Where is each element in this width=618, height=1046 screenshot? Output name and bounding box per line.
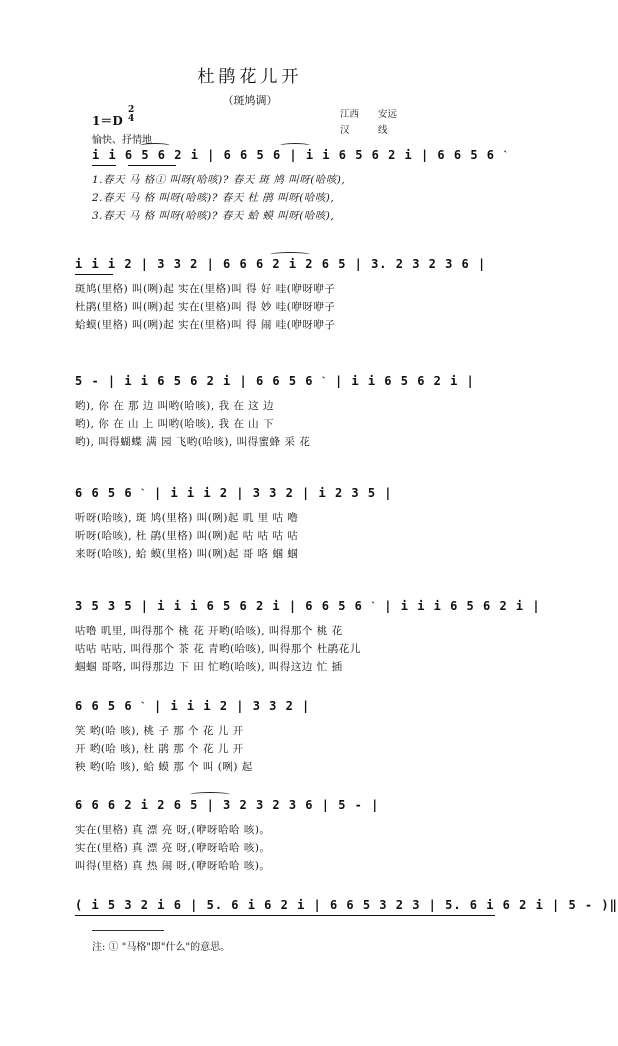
footnote-divider [92, 930, 164, 931]
lyric-line-4-2: 听呀(哈咳), 杜 鹃(里格) 叫(咧)起 咕 咕 咕 咕 [75, 530, 299, 542]
lyric-line-6-1: 笑 哟(哈 咳), 桃 子 那 个 花 儿 开 [75, 725, 244, 737]
lyric-line-2-2: 杜鹃(里格) 叫(咧)起 实在(里格)叫 得 妙 哇(咿呀咿子 [75, 301, 336, 313]
credit-region: 江西 [340, 109, 360, 120]
lyric-line-3-3: 哟), 叫得蝴蝶 满 园 飞哟(哈咳), 叫得蜜蜂 采 花 [75, 436, 311, 448]
lyric-line-1-2: 2.春天 马 格 叫呀(哈咳)? 春天 杜 鹃 叫呀(哈咳), [92, 192, 335, 204]
notation-line-8: ( i 5 3 2 i 6 | 5. 6 i 6 2 i | 6 6 5 3 2 3 | 5. 6 i 6 2 i | 5 - )‖ [75, 898, 618, 912]
slur-mark [140, 143, 170, 148]
lyric-line-1-3: 3.春天 马 格 叫呀(哈咳)? 春天 蛤 蟆 叫呀(哈咳), [92, 210, 335, 222]
beam-line [75, 915, 495, 916]
notation-line-4: 6 6 5 6 ˋ | i i i 2 | 3 3 2 | i 2 3 5 | [75, 486, 393, 500]
lyric-line-7-1: 实在(里格) 真 漂 亮 呀,(咿呀哈哈 咳)。 [75, 824, 271, 836]
beam-line [92, 165, 116, 166]
lyric-line-4-3: 来呀(哈咳), 蛤 蟆(里格) 叫(咧)起 哥 咯 蝈 蝈 [75, 548, 299, 560]
lyric-line-7-2: 实在(里格) 真 漂 亮 呀,(咿呀哈哈 咳)。 [75, 842, 271, 854]
footnote: 注: ① "马格"即"什么"的意思。 [92, 942, 231, 953]
song-title: 杜鹃花儿开 [197, 67, 303, 87]
lyric-line-6-3: 秧 哟(哈 咳), 蛤 蟆 那 个 叫 (咧) 起 [75, 761, 253, 773]
credit-region-role: 安远 [378, 109, 398, 120]
beam-line [75, 274, 113, 275]
slur-mark [190, 792, 230, 797]
notation-line-5: 3 5 3 5 | i i i 6 5 6 2 i | 6 6 5 6 ˋ | i i i 6 5 6 2 i | [75, 599, 541, 613]
lyric-line-7-3: 叫得(里格) 真 热 闹 呀,(咿呀哈哈 咳)。 [75, 860, 271, 872]
lyric-line-3-2: 哟), 你 在 山 上 叫哟(哈咳), 我 在 山 下 [75, 418, 275, 430]
beam-line [128, 165, 176, 166]
meter-bottom: 4 [128, 114, 135, 124]
song-subtitle: （斑鸠调） [222, 94, 278, 107]
tempo-marking: 愉快、抒情地 [92, 135, 152, 146]
notation-line-1: i i 6 5 6 2 i | 6 6 5 6 | i i 6 5 6 2 i | 6 6 5 6 ˋ [92, 148, 509, 162]
notation-line-7: 6 6 6 2 i 2 6 5 | 3 2 3 2 3 6 | 5 - | [75, 798, 380, 812]
lyric-line-5-3: 蝈蝈 哥咯, 叫得那边 下 田 忙哟(哈咳), 叫得这边 忙 插 [75, 661, 343, 673]
lyric-line-5-1: 咕噜 叽里, 叫得那个 桃 花 开哟(哈咳), 叫得那个 桃 花 [75, 625, 343, 637]
lyric-line-6-2: 开 哟(哈 咳), 杜 鹃 那 个 花 儿 开 [75, 743, 244, 755]
lyric-line-4-1: 听呀(哈咳), 斑 鸠(里格) 叫(咧)起 叽 里 咕 噜 [75, 512, 299, 524]
credit-arranger: 汉 [340, 125, 350, 136]
lyric-line-3-1: 哟), 你 在 那 边 叫哟(哈咳), 我 在 这 边 [75, 400, 275, 412]
notation-line-6: 6 6 5 6 ˋ | i i i 2 | 3 3 2 | [75, 699, 311, 713]
slur-mark [270, 252, 310, 257]
lyric-line-2-1: 斑鸠(里格) 叫(咧)起 实在(里格)叫 得 好 哇(咿呀咿子 [75, 283, 336, 295]
lyric-line-2-3: 蛤蟆(里格) 叫(咧)起 实在(里格)叫 得 闹 哇(咿呀咿子 [75, 319, 336, 331]
notation-line-2: i i i 2 | 3 3 2 | 6 6 6 2 i 2 6 5 | 3. 2 3 2 3 6 | [75, 257, 487, 271]
credit-arranger-role: 线 [378, 125, 388, 136]
lyric-line-1-1: 1.春天 马 格① 叫呀(哈咳)? 春天 斑 鸠 叫呀(哈咳), [92, 174, 346, 186]
meter-top: 2 [128, 105, 135, 115]
slur-mark [280, 143, 310, 148]
notation-line-3: 5 - | i i 6 5 6 2 i | 6 6 5 6 ˋ | i i 6 5 6 2 i | [75, 374, 475, 388]
lyric-line-5-2: 咕咕 咕咕, 叫得那个 茶 花 青哟(哈咳), 叫得那个 杜鹃花儿 [75, 643, 361, 655]
time-signature [128, 106, 134, 124]
key-signature: 1＝D [92, 114, 123, 128]
